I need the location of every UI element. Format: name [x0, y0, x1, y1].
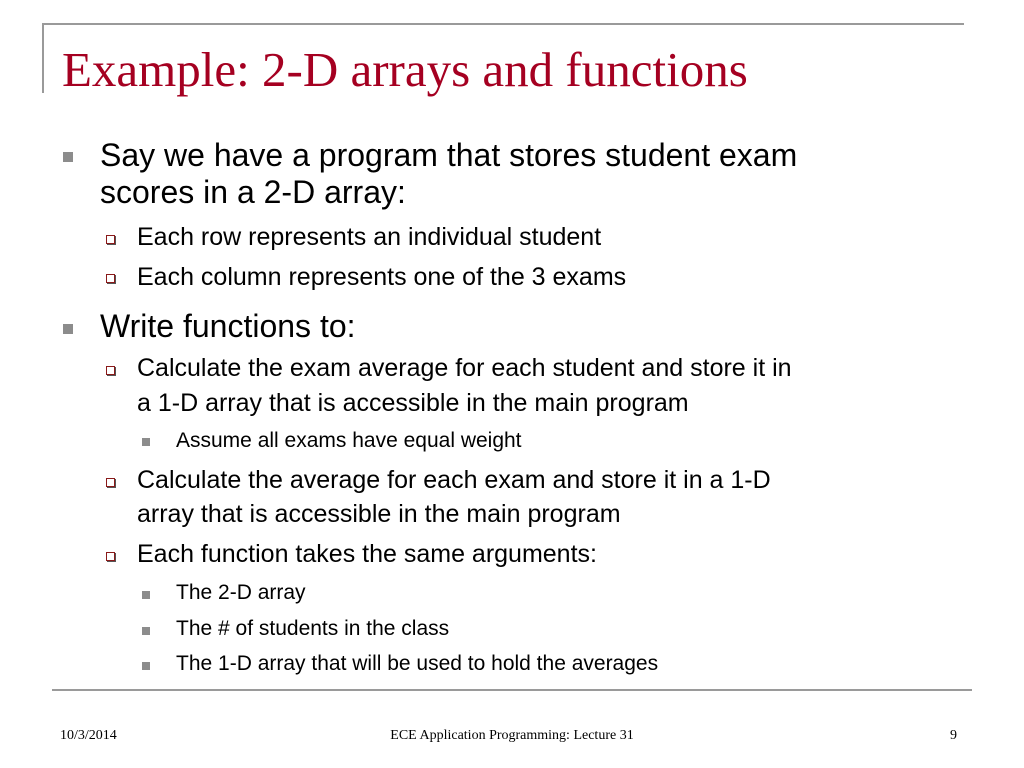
- square-bullet-icon: [63, 152, 73, 162]
- sub-sub-bullet-text: The 2-D array: [176, 581, 306, 604]
- sub-bullet-text: Each row represents an individual student: [137, 223, 602, 251]
- hollow-square-bullet-icon: [106, 478, 115, 487]
- square-bullet-icon: [63, 324, 73, 334]
- small-square-bullet-icon: [142, 438, 150, 446]
- slide-title: Example: 2-D arrays and functions: [62, 42, 748, 97]
- small-square-bullet-icon: [142, 662, 150, 670]
- footer-divider: [52, 689, 972, 691]
- sub-bullet-text: Calculate the average for each exam and store it in a 1-D: [137, 466, 771, 494]
- footer-page-number: 9: [950, 728, 957, 743]
- sub-bullet-text: Each function takes the same arguments:: [137, 540, 597, 568]
- bullet-text: Write functions to:: [100, 308, 356, 344]
- hollow-square-bullet-icon: [106, 552, 115, 561]
- footer-course-title: ECE Application Programming: Lecture 31: [390, 728, 634, 743]
- small-square-bullet-icon: [142, 591, 150, 599]
- sub-bullet-text-continuation: array that is accessible in the main program: [137, 500, 621, 528]
- hollow-square-bullet-icon: [106, 274, 115, 283]
- sub-sub-bullet-text: The # of students in the class: [176, 617, 450, 640]
- small-square-bullet-icon: [142, 627, 150, 635]
- hollow-square-bullet-icon: [106, 366, 115, 375]
- footer-date: 10/3/2014: [60, 728, 117, 743]
- bullet-text-continuation: scores in a 2-D array:: [100, 174, 406, 210]
- sub-bullet-text-continuation: a 1-D array that is accessible in the main program: [137, 389, 689, 417]
- sub-bullet-text: Calculate the exam average for each student and store it in: [137, 354, 792, 382]
- hollow-square-bullet-icon: [106, 235, 115, 244]
- sub-sub-bullet-text: The 1-D array that will be used to hold the averages: [176, 652, 659, 675]
- bullet-text: Say we have a program that stores student exam: [100, 137, 798, 173]
- sub-sub-bullet-text: Assume all exams have equal weight: [176, 429, 522, 452]
- sub-bullet-text: Each column represents one of the 3 exams: [137, 263, 627, 291]
